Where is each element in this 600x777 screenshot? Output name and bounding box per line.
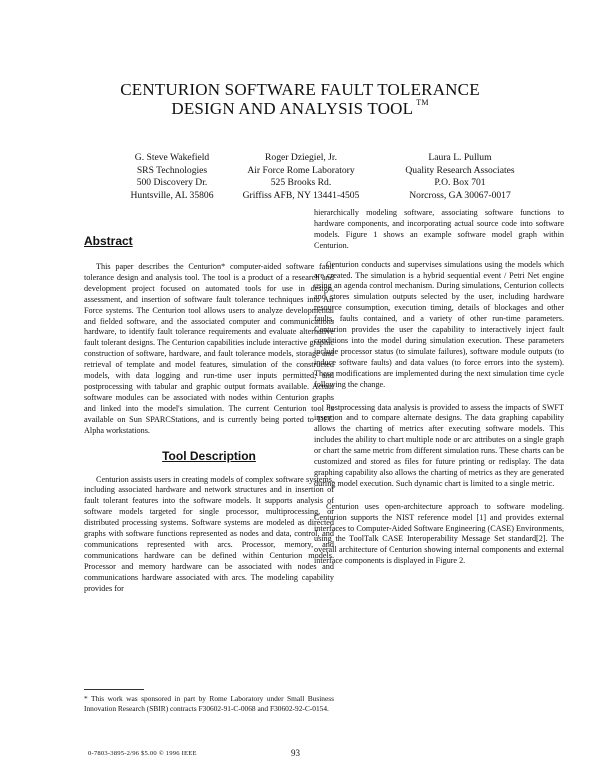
paragraph-simulation: Centurion conducts and supervises simulations using the models which are created. The simulation is a hybrid sequential event / Petri Net engine using an agenda control mechanism. During simulations, Centurion collects and stores simulation outputs selected by the user, including hardware resource consumption, execution timing, details of blockages and other faults, faults contained, and a variety of other run-time parameters. Centurion provides the user the capability to interactively inject fault conditions into the model during simulation execution. These parameters include processor status (to simulate failures), software module outputs (to induce software faults) and data values (to force errors into the system). These modifications are implemented during the next simulation time cycle following the change. (314, 259, 564, 389)
paper-title-text: DESIGN AND ANALYSIS TOOL (171, 99, 414, 118)
paper-title-line-2 (0, 99, 600, 119)
author-city: Norcross, GA 30067-0017 (409, 189, 511, 201)
footnote-rule (84, 689, 144, 690)
author-name: Roger Dziegiel, Jr. (265, 152, 337, 163)
left-column (84, 234, 334, 602)
author-city: Griffiss AFB, NY 13441-4505 (242, 189, 360, 201)
author-org: SRS Technologies (136, 164, 208, 176)
author-name: Laura L. Pullum (428, 152, 492, 163)
author-street: 500 Discovery Dr. (136, 177, 208, 188)
tool-description-text: Centurion assists users in creating models of complex software systems, including associated hardware and network structures and in insertion of fault tolerant features into the software models. It supports analysis of software models targeted for single processor, multiprocessing, or distributed processing systems. Software systems are modeled as directed graphs with software functions represented as nodes and data, control, and communications represented with arcs. Processor, memory, and communications hardware can be defined within Centurion models. Processor and memory hardware can be associated with nodes and communications hardware associated with arcs. The modeling capability provides for (84, 474, 334, 593)
paragraph-architecture: Centurion uses open-architecture approach to software modeling. Centurion supports the NIST reference model [1] and provides external interfaces to Computer-Aided Software Engineering (CASE) Environments, using the ToolTalk CASE Interoperability Message Set standard[2]. The overall architecture of Centurion showing internal components and external interface components is displayed in Figure 2. (314, 501, 564, 566)
author-org: Air Force Rome Laboratory (247, 164, 355, 176)
author-street: 525 Brooks Rd. (270, 177, 332, 188)
copyright-line: 0-7803-3895-2/96 $5.00 © 1996 IEEE (88, 750, 197, 757)
author-city: Huntsville, AL 35806 (130, 189, 214, 201)
footnote-text: * This work was sponsored in part by Rome Laboratory under Small Business Innovation Research (SBIR) contracts F30602-91-C-0068 and F30602-92-C-0154. (84, 694, 334, 713)
author-2 (220, 152, 382, 202)
author-name: G. Steve Wakefield (134, 152, 210, 163)
right-column (314, 208, 564, 575)
paragraph-modeling: hierarchically modeling software, associating software functions to hardware components, and incorporating actual source code into software models. Figure 1 shows an example software model graph within Centurion. (314, 208, 564, 250)
paper-title-line-1: CENTURION SOFTWARE FAULT TOLERANCE (120, 80, 480, 99)
author-street: P.O. Box 701 (434, 177, 486, 188)
page-number: 93 (291, 748, 300, 758)
trademark-mark: TM (416, 98, 429, 108)
author-3 (385, 152, 535, 202)
paragraph-postprocessing: Postprocessing data analysis is provided to assess the impacts of SWFT insertion and to compare alternate designs. The data graphing capability allows the charting of metrics after executing software models. This includes the ability to chart multiple node or arc attributes on a single graph or chart the same metric from different simulation runs. These charts can be customized and stored as files for future printing or redisplay. The data graphing capability also allows the charting of metrics as they are generated during model execution. Such dynamic chart is limited to a single metric. (314, 402, 564, 488)
abstract-text: This paper describes the Centurion* computer-aided software fault tolerance design and analysis tool. The tool is a product of a research and development project focused on automated tools for use in design, assessment, and insertion of software fault tolerance techniques into Air Force systems. The Centurion tool allows users to analyze developmental and fielded software, and the associated computer and communications hardware, to identify fault tolerance requirements and evaluate alternative fault tolerant designs. The Centurion capabilities include interactive graphic construction of software, hardware, and fault tolerance models, storage and retrieval of template and model features, simulation of the constructed models, with data logging and run-time user inputs permitted; and postprocessing with tabular and graphic output formats available. Actual software modules can be associated with nodes within Centurion graphs and linked into the model's simulation. The current Centurion tool is available on Sun SPARCStations, and is currently being ported to DEC Alpha workstations. (84, 262, 334, 435)
footnote (84, 689, 334, 713)
author-org: Quality Research Associates (405, 164, 515, 176)
tool-description-heading: Tool Description (162, 448, 256, 463)
abstract-heading: Abstract (84, 234, 133, 248)
